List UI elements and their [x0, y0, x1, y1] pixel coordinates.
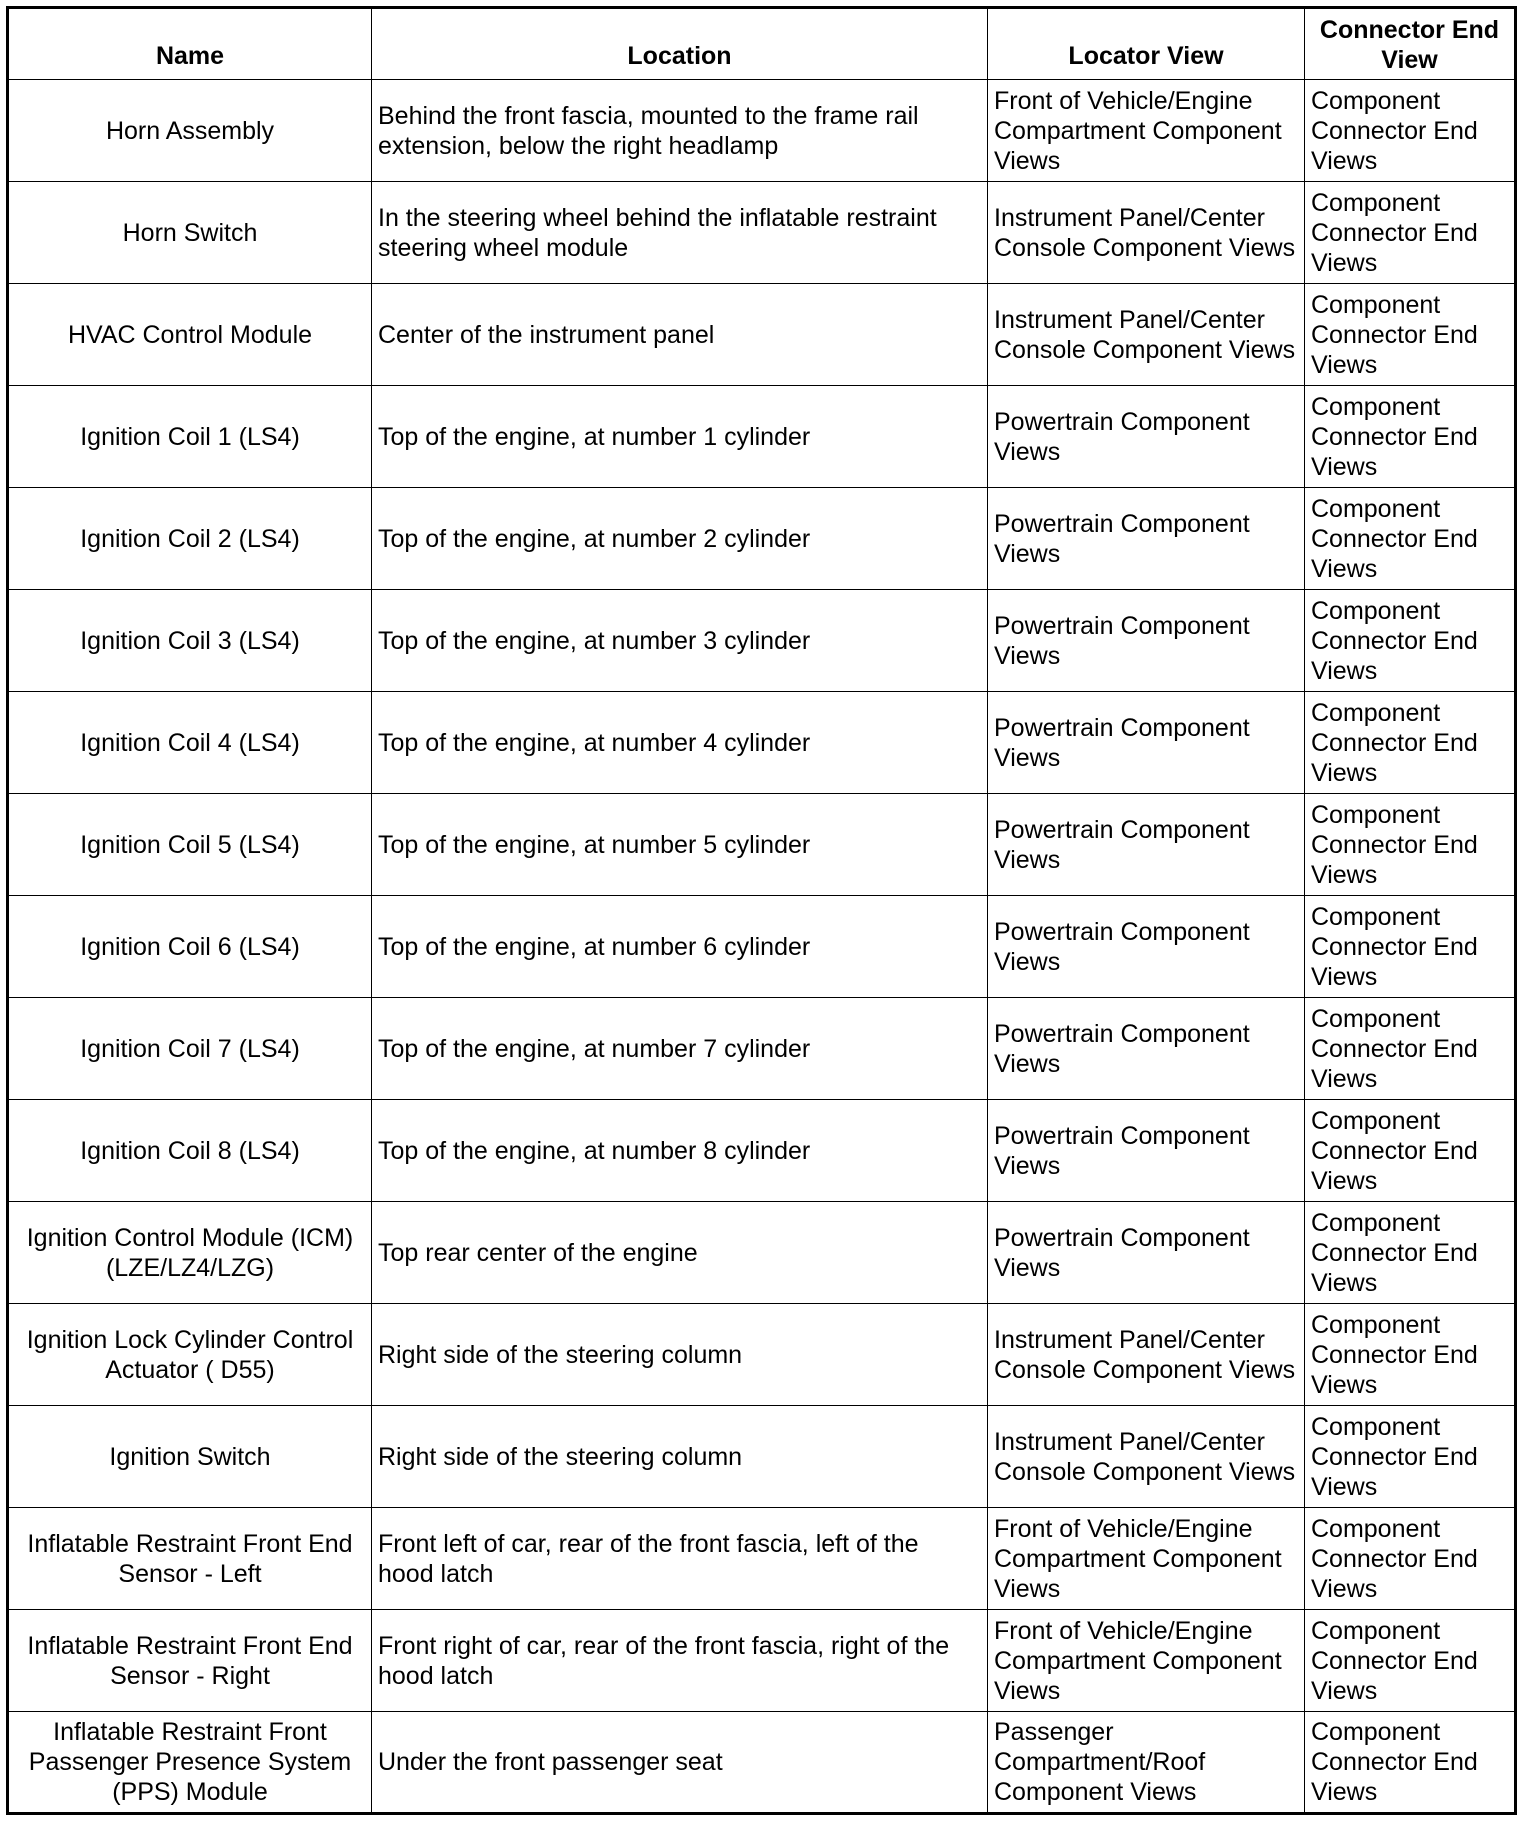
- table-row: [8, 1202, 1516, 1304]
- cell-locator-view: Powertrain Component Views: [988, 794, 1305, 896]
- cell-name: Ignition Coil 4 (LS4): [8, 692, 372, 794]
- table-row: [8, 1712, 1516, 1814]
- table-row: [8, 692, 1516, 794]
- cell-locator-view: Powertrain Component Views: [988, 386, 1305, 488]
- component-locator-table: [6, 6, 1517, 1815]
- cell-location: Top of the engine, at number 1 cylinder: [372, 386, 988, 488]
- cell-location: Top of the engine, at number 7 cylinder: [372, 998, 988, 1100]
- cell-location: Top rear center of the engine: [372, 1202, 988, 1304]
- header-locator-view: Locator View: [988, 8, 1305, 80]
- cell-location: Top of the engine, at number 5 cylinder: [372, 794, 988, 896]
- table-row: [8, 590, 1516, 692]
- cell-location: Top of the engine, at number 4 cylinder: [372, 692, 988, 794]
- cell-location: Right side of the steering column: [372, 1406, 988, 1508]
- cell-connector-end-view: Component Connector End Views: [1305, 1610, 1516, 1712]
- cell-location: Under the front passenger seat: [372, 1712, 988, 1814]
- cell-connector-end-view: Component Connector End Views: [1305, 590, 1516, 692]
- cell-locator-view: Instrument Panel/Center Console Component Views: [988, 284, 1305, 386]
- cell-locator-view: Powertrain Component Views: [988, 896, 1305, 998]
- table-row: [8, 1406, 1516, 1508]
- cell-name: Ignition Coil 6 (LS4): [8, 896, 372, 998]
- cell-locator-view: Instrument Panel/Center Console Component Views: [988, 182, 1305, 284]
- cell-locator-view: Powertrain Component Views: [988, 998, 1305, 1100]
- cell-locator-view: Powertrain Component Views: [988, 1100, 1305, 1202]
- cell-name: Ignition Coil 8 (LS4): [8, 1100, 372, 1202]
- cell-location: Right side of the steering column: [372, 1304, 988, 1406]
- cell-connector-end-view: Component Connector End Views: [1305, 488, 1516, 590]
- table-row: [8, 80, 1516, 182]
- header-row: [8, 8, 1516, 80]
- table-body: [8, 80, 1516, 1814]
- table-row: [8, 284, 1516, 386]
- table-row: [8, 794, 1516, 896]
- cell-name: Ignition Coil 5 (LS4): [8, 794, 372, 896]
- cell-name: Horn Switch: [8, 182, 372, 284]
- cell-connector-end-view: Component Connector End Views: [1305, 1202, 1516, 1304]
- cell-name: Ignition Coil 2 (LS4): [8, 488, 372, 590]
- cell-name: Inflatable Restraint Front End Sensor - Left: [8, 1508, 372, 1610]
- cell-name: Ignition Switch: [8, 1406, 372, 1508]
- header-connector-end-view: Connector End View: [1305, 8, 1516, 80]
- cell-name: Inflatable Restraint Front End Sensor - Right: [8, 1610, 372, 1712]
- table-row: [8, 1508, 1516, 1610]
- cell-name: HVAC Control Module: [8, 284, 372, 386]
- cell-connector-end-view: Component Connector End Views: [1305, 794, 1516, 896]
- cell-name: Ignition Coil 7 (LS4): [8, 998, 372, 1100]
- cell-connector-end-view: Component Connector End Views: [1305, 80, 1516, 182]
- cell-locator-view: Front of Vehicle/Engine Compartment Component Views: [988, 1508, 1305, 1610]
- cell-location: Behind the front fascia, mounted to the frame rail extension, below the right headlamp: [372, 80, 988, 182]
- table-row: [8, 1610, 1516, 1712]
- cell-connector-end-view: Component Connector End Views: [1305, 998, 1516, 1100]
- cell-connector-end-view: Component Connector End Views: [1305, 1712, 1516, 1814]
- cell-locator-view: Powertrain Component Views: [988, 590, 1305, 692]
- cell-locator-view: Front of Vehicle/Engine Compartment Component Views: [988, 80, 1305, 182]
- cell-name: Ignition Control Module (ICM) (LZE/LZ4/LZG): [8, 1202, 372, 1304]
- cell-connector-end-view: Component Connector End Views: [1305, 896, 1516, 998]
- cell-location: Top of the engine, at number 3 cylinder: [372, 590, 988, 692]
- cell-name: Ignition Coil 3 (LS4): [8, 590, 372, 692]
- table-row: [8, 182, 1516, 284]
- cell-locator-view: Powertrain Component Views: [988, 488, 1305, 590]
- table-row: [8, 386, 1516, 488]
- cell-location: Front left of car, rear of the front fascia, left of the hood latch: [372, 1508, 988, 1610]
- cell-connector-end-view: Component Connector End Views: [1305, 692, 1516, 794]
- cell-location: Top of the engine, at number 8 cylinder: [372, 1100, 988, 1202]
- cell-connector-end-view: Component Connector End Views: [1305, 1304, 1516, 1406]
- table-row: [8, 896, 1516, 998]
- cell-connector-end-view: Component Connector End Views: [1305, 1508, 1516, 1610]
- cell-location: Front right of car, rear of the front fascia, right of the hood latch: [372, 1610, 988, 1712]
- cell-location: Top of the engine, at number 2 cylinder: [372, 488, 988, 590]
- cell-name: Inflatable Restraint Front Passenger Presence System (PPS) Module: [8, 1712, 372, 1814]
- table-row: [8, 1304, 1516, 1406]
- header-location: Location: [372, 8, 988, 80]
- cell-name: Ignition Lock Cylinder Control Actuator ( D55): [8, 1304, 372, 1406]
- cell-locator-view: Front of Vehicle/Engine Compartment Component Views: [988, 1610, 1305, 1712]
- cell-locator-view: Powertrain Component Views: [988, 692, 1305, 794]
- cell-locator-view: Passenger Compartment/Roof Component Views: [988, 1712, 1305, 1814]
- cell-connector-end-view: Component Connector End Views: [1305, 1100, 1516, 1202]
- cell-location: Top of the engine, at number 6 cylinder: [372, 896, 988, 998]
- table-row: [8, 998, 1516, 1100]
- cell-locator-view: Powertrain Component Views: [988, 1202, 1305, 1304]
- table-row: [8, 488, 1516, 590]
- cell-location: Center of the instrument panel: [372, 284, 988, 386]
- cell-connector-end-view: Component Connector End Views: [1305, 386, 1516, 488]
- cell-locator-view: Instrument Panel/Center Console Component Views: [988, 1406, 1305, 1508]
- cell-connector-end-view: Component Connector End Views: [1305, 284, 1516, 386]
- cell-name: Ignition Coil 1 (LS4): [8, 386, 372, 488]
- cell-locator-view: Instrument Panel/Center Console Component Views: [988, 1304, 1305, 1406]
- cell-location: In the steering wheel behind the inflatable restraint steering wheel module: [372, 182, 988, 284]
- table-row: [8, 1100, 1516, 1202]
- cell-connector-end-view: Component Connector End Views: [1305, 1406, 1516, 1508]
- cell-name: Horn Assembly: [8, 80, 372, 182]
- cell-connector-end-view: Component Connector End Views: [1305, 182, 1516, 284]
- header-name: Name: [8, 8, 372, 80]
